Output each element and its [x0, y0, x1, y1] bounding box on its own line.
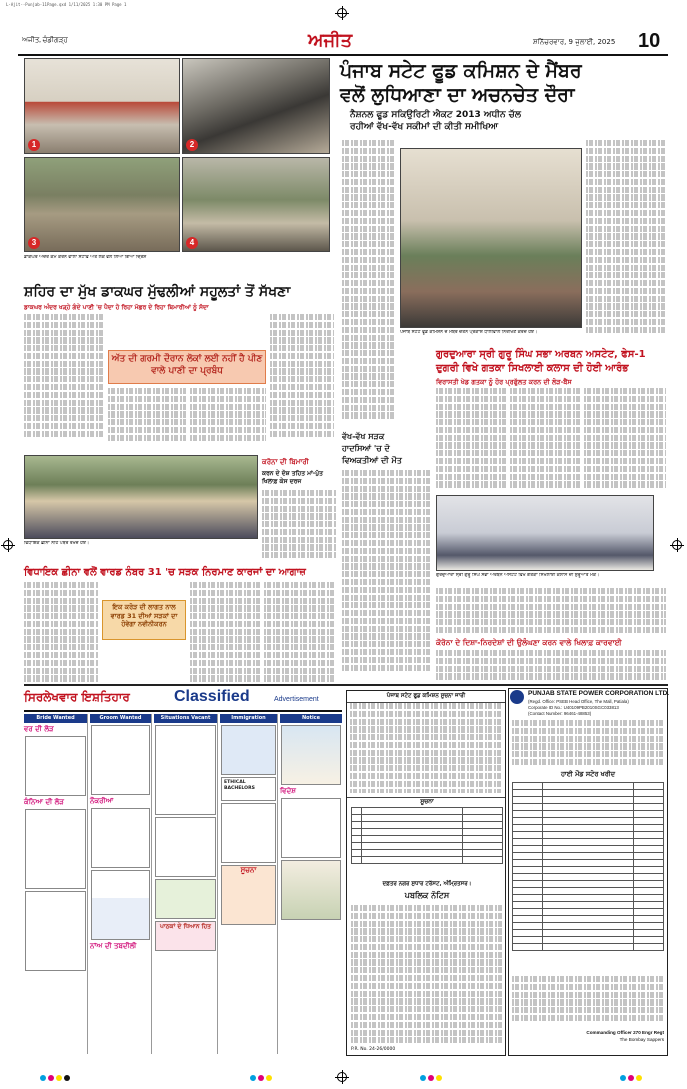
corona-side-headline: ਕਰੋਨਾ ਦੀ ਬਿਮਾਰੀ: [262, 458, 309, 466]
classified-header: [24, 688, 342, 712]
color-bar-cyan: [40, 1075, 46, 1081]
classified-ad: [281, 725, 341, 785]
commanding-officer-unit: The Bombay Sappers: [619, 1037, 664, 1042]
reader-notice: ਪਾਠਕਾਂ ਦੇ ਧਿਆਨ ਹਿਤ: [155, 921, 216, 951]
color-bar-magenta: [48, 1075, 54, 1081]
color-bar-yellow: [56, 1075, 62, 1081]
classified-title-punjabi: ਸਿਰਲੇਖਵਾਰ ਇਸ਼ਤਿਹਾਰ: [24, 690, 130, 704]
vidhayak-pull-quote: ਇਕ ਕਰੋੜ ਦੀ ਲਾਗਤ ਨਾਲ ਵਾਰਡ 31 ਦੀਆਂ ਸੜਕਾਂ ਦਾ ਹੋਵੇਗਾ ਨਵੀਨੀਕਰਨ: [102, 600, 186, 640]
gatka-caption: ਗੁਰਦੁਆਰਾ ਸ੍ਰੀ ਗੁਰੂ ਸਿੰਘ ਸਭਾ ਅਰਬਨ ਅਸਟੇਟ ਵਿਖੇ ਗਤਕਾ ਸਿਖਲਾਈ ਕਲਾਸ ਦੀ ਸ਼ੁਰੂਆਤ ਮੌਕੇ।: [436, 573, 600, 578]
gatka-headline-1: ਗੁਰਦੁਆਰਾ ਸ੍ਰੀ ਗੁਰੂ ਸਿੰਘ ਸਭਾ ਅਰਬਨ ਅਸਟੇਟ, ਫੇਸ-1: [436, 349, 646, 360]
classified-ad: [221, 725, 276, 775]
corona-side-subhead: ਕਰਨ ਦੇ ਦੋਸ਼ ਤਹਿਤ ਮਾਂ-ਪੁੱਤ ਖਿਲਾਫ਼ ਕੇਸ ਦਰਜ: [262, 470, 324, 485]
gatka-photo: [436, 495, 654, 571]
food-commission-kicker-1: ਨੈਸ਼ਨਲ ਫੂਡ ਸਕਿਉਰਿਟੀ ਐਕਟ 2013 ਅਧੀਨ ਚੱਲ: [350, 110, 521, 120]
photo-badge: 4: [186, 237, 198, 249]
post-office-headline: ਸ਼ਹਿਰ ਦਾ ਮੁੱਖ ਡਾਕਘਰ ਮੁੱਢਲੀਆਂ ਸਹੂਲਤਾਂ ਤੋਂ ਸੱਖਣਾ: [24, 284, 291, 300]
masthead-date: ਸ਼ਨਿੱਚਰਵਾਰ, 9 ਜੁਲਾਈ, 2025: [533, 38, 616, 46]
classified-ad: [91, 808, 150, 868]
print-slug: L-Ajit--Punjab-11Page.qxd 1/11/2025 1:30 PM Page 1: [6, 2, 127, 7]
classified-pink-label: ਕੰਨਿਆ ਦੀ ਲੋੜ: [24, 798, 64, 806]
classified-notice-box: ਸੂਚਨਾ: [221, 865, 276, 925]
classified-column-head: Notice: [280, 714, 342, 723]
classified-column-4: [220, 714, 278, 1054]
color-bar-magenta: [258, 1075, 264, 1081]
commanding-officer: Commanding Officer 270 Engr Regt: [586, 1030, 664, 1035]
classified-ad: [91, 725, 150, 795]
classified-pink-label: ਵਿਦੇਸ਼: [280, 787, 296, 795]
photo-badge: 1: [28, 139, 40, 151]
classified-ad: [281, 860, 341, 920]
registration-mark-icon: [3, 540, 13, 550]
post-office-subhead: ਡਾਕਘਰ ਅੰਦਰ ਖੜ੍ਹੇ ਗੰਦੇ ਪਾਣੀ 'ਚ ਪੈਦਾ ਹੋ ਰਿਹਾ ਮੱਛਰ ਦੇ ਰਿਹਾ ਬਿਮਾਰੀਆਂ ਨੂੰ ਸੱਦਾ: [24, 304, 209, 311]
registration-mark-icon: [337, 1072, 347, 1082]
photo-badge: 3: [28, 237, 40, 249]
classified-subtitle: Advertisement: [274, 696, 319, 703]
registration-mark-icon: [337, 8, 347, 18]
accident-text: [342, 470, 432, 680]
post-office-photo-2: [182, 58, 330, 154]
accident-headline: ਵੱਖ-ਵੱਖ ਸੜਕ: [342, 432, 385, 441]
classified-title: Classified: [174, 688, 250, 705]
page-number: 10: [638, 30, 661, 52]
classified-ad: [155, 879, 216, 919]
post-office-photo-caption: ਡਾਕਘਰ ਅੰਦਰ ਕੰਮ ਕਰਨ ਵਾਲਾ ਸਟਾਫ਼ ਅਤੇ ਲੋਕ ਵੱਲੋਂ ਲਿਆ ਗਿਆ ਦ੍ਰਿਸ਼: [24, 255, 147, 260]
classified-ad: [221, 803, 276, 863]
color-bar-cyan: [620, 1075, 626, 1081]
gatka-text-bottom: [436, 588, 666, 634]
pspcl-logo-icon: [510, 690, 524, 704]
pspcl-footer-text: [512, 976, 664, 1026]
masthead-logo: ਅਜੀਤ: [308, 30, 353, 51]
gatka-kicker: ਵਿਰਾਸਤੀ ਖੇਡ ਗਤਕਾ ਨੂੰ ਹੋਰ ਪ੍ਰਫੁੱਲਤ ਕਰਨ ਦੀ ਲੋੜ-ਬੈਂਸ: [436, 378, 572, 386]
post-office-pull-quote: ਅੱਤ ਦੀ ਗਰਮੀ ਦੌਰਾਨ ਲੋਕਾਂ ਲਈ ਨਹੀਂ ਹੈ ਪੀਣ ਵਾਲੇ ਪਾਣੀ ਦਾ ਪ੍ਰਬੰਧ: [108, 350, 266, 384]
food-commission-kicker-2: ਰਹੀਆਂ ਵੱਖ-ਵੱਖ ਸਕੀਮਾਂ ਦੀ ਕੀਤੀ ਸਮੀਖਿਆ: [350, 122, 499, 132]
pspcl-tender-head: ਹਾਈ ਮੌਡ ਸਟੋਰ ਖਰੀਦ: [560, 770, 616, 778]
food-commission-caption: ਪੰਜਾਬ ਸਟੇਟ ਫੂਡ ਕਮਿਸ਼ਨ ਦੇ ਮੈਂਬਰ ਚੇਤਨ ਪ੍ਰਕਾਸ਼ ਧਾਲੀਵਾਲ ਨਿਰੀਖਣ ਕਰਦੇ ਹੋਏ।: [400, 330, 538, 335]
gatka-text-col-3: [584, 388, 666, 492]
accident-subhead-2: ਵਿਅਕਤੀਆਂ ਦੀ ਮੌਤ: [342, 456, 402, 465]
classified-ad: [155, 725, 216, 815]
classified-ad: [25, 891, 86, 971]
corona-guidelines-text: [436, 650, 666, 682]
color-bar-magenta: [628, 1075, 634, 1081]
post-office-photo-4: [182, 157, 330, 252]
pspcl-address-1: (Regd. Office: PSEB Head Office, The Mall, Patiala): [528, 699, 629, 704]
section-divider: [24, 684, 668, 686]
classified-ad: [25, 736, 86, 796]
food-commission-photo: [400, 148, 582, 328]
pspcl-name: PUNJAB STATE POWER CORPORATION LTD.: [528, 690, 670, 697]
public-notice-panel: [346, 690, 506, 1056]
post-office-text-col-4: [270, 314, 334, 449]
accident-subhead-1: ਹਾਦਸਿਆਂ 'ਚ ਦੋ: [342, 444, 390, 453]
public-notice-table: [351, 807, 503, 864]
vidhayak-photo: [24, 455, 258, 539]
public-notice-head: ਪੰਜਾਬ ਸਟੇਟ ਫੂਡ ਕਮਿਸ਼ਨ ਸੂਚਨਾ ਜਾਰੀ: [347, 691, 505, 703]
gatka-text-col-1: [436, 388, 506, 492]
post-office-text-col-3: [190, 388, 266, 448]
corona-side-text: [262, 490, 336, 562]
classified-column-head: Situations Vacant: [154, 714, 217, 723]
vidhayak-text-col-2: [190, 582, 260, 682]
classified-column-head: Groom Wanted: [90, 714, 151, 723]
classified-ad: [281, 798, 341, 858]
pspcl-tender-table: [512, 782, 664, 951]
pspcl-address-2: Corporate ID No.: U40109PB2010SGC033813: [528, 705, 619, 710]
public-notice-title: ਪਬਲਿਕ ਨੋਟਿਸ: [404, 891, 450, 900]
food-commission-text-col-1: [342, 140, 396, 430]
classified-pink-label: ਨੌਕਰੀਆਂ: [90, 797, 114, 805]
public-notice-box-head: ਸੂਚਨਾ: [347, 797, 506, 806]
vidhayak-text-col-1: [24, 582, 98, 682]
color-bar-yellow: [436, 1075, 442, 1081]
gatka-headline-2: ਦੁਗਰੀ ਵਿਖੇ ਗਤਕਾ ਸਿਖਲਾਈ ਕਲਾਸ ਦੀ ਹੋਈ ਆਰੰਭ: [436, 363, 629, 374]
color-bar-black: [64, 1075, 70, 1081]
corona-guidelines-headline: ਕੋਰੋਨਾ ਦੇ ਦਿਸ਼ਾ-ਨਿਰਦੇਸ਼ਾਂ ਦੀ ਉਲੰਘਣਾ ਕਰਨ ਵਾਲੇ ਖਿਲਾਫ਼ ਕਾਰਵਾਈ: [436, 638, 622, 647]
classified-pink-label: ਨਾਂਅ ਦੀ ਤਬਦੀਲੀ: [90, 942, 137, 950]
post-office-text-col-1: [24, 314, 104, 449]
color-bar-cyan: [250, 1075, 256, 1081]
registration-mark-icon: [672, 540, 682, 550]
classified-ad: [155, 817, 216, 877]
post-office-photo-1: [24, 58, 180, 154]
classified-column-head: Immigration: [220, 714, 277, 723]
food-commission-headline-1: ਪੰਜਾਬ ਸਟੇਟ ਫੂਡ ਕਮਿਸ਼ਨ ਦੇ ਮੈਂਬਰ: [340, 60, 582, 82]
color-bar-magenta: [428, 1075, 434, 1081]
food-commission-text-col-2: [586, 140, 666, 340]
pspcl-tender-text: [512, 720, 664, 766]
vidhayak-caption: ਵਿਧਾਇਕ ਛੀਨਾ ਨੀਂਹ ਪੱਥਰ ਰੱਖਦੇ ਹੋਏ।: [24, 541, 90, 546]
color-bar-yellow: [266, 1075, 272, 1081]
classified-pink-label: ਵਰ ਦੀ ਲੋੜ: [24, 725, 54, 733]
food-commission-headline-2: ਵਲੋਂ ਲੁਧਿਆਣਾ ਦਾ ਅਚਨਚੇਤ ਦੌਰਾ: [340, 84, 575, 106]
public-notice-body-1: [350, 703, 502, 793]
classified-column-1: [24, 714, 88, 1054]
classified-column-5: [280, 714, 342, 1054]
vidhayak-headline: ਵਿਧਾਇਕ ਛੀਨਾ ਵਲੋਂ ਵਾਰਡ ਨੰਬਰ 31 'ਚ ਸੜਕ ਨਿਰਮਾਣ ਕਾਰਜਾਂ ਦਾ ਆਗਾਜ਼: [24, 567, 306, 578]
post-office-text-col-2: [108, 388, 186, 448]
classified-column-2: [90, 714, 152, 1054]
gatka-text-col-2: [510, 388, 580, 492]
vidhayak-text-col-3: [264, 582, 336, 682]
public-notice-body-2: [351, 905, 503, 1045]
classified-column-head: Bride Wanted: [24, 714, 87, 723]
classified-ad: [25, 809, 86, 889]
color-bar-cyan: [420, 1075, 426, 1081]
pspcl-address-3: (Contact Number: 96461-48853): [528, 711, 592, 716]
color-bar-yellow: [636, 1075, 642, 1081]
classified-ad: ETHICAL BACHELORS: [221, 777, 276, 801]
masthead-edition: ਅਜੀਤ, ਚੰਡੀਗੜ੍ਹ: [22, 36, 68, 44]
public-notice-footer: P.R. No. 24-26/0000: [351, 1047, 396, 1052]
classified-ad: [91, 870, 150, 940]
classified-column-3: [154, 714, 218, 1054]
masthead: [18, 30, 668, 56]
public-notice-office: ਦਫ਼ਤਰ ਨਗਰ ਸੁਧਾਰ ਟਰੱਸਟ, ਅੰਮ੍ਰਿਤਸਰ।: [382, 881, 472, 887]
post-office-photo-3: [24, 157, 180, 252]
photo-badge: 2: [186, 139, 198, 151]
